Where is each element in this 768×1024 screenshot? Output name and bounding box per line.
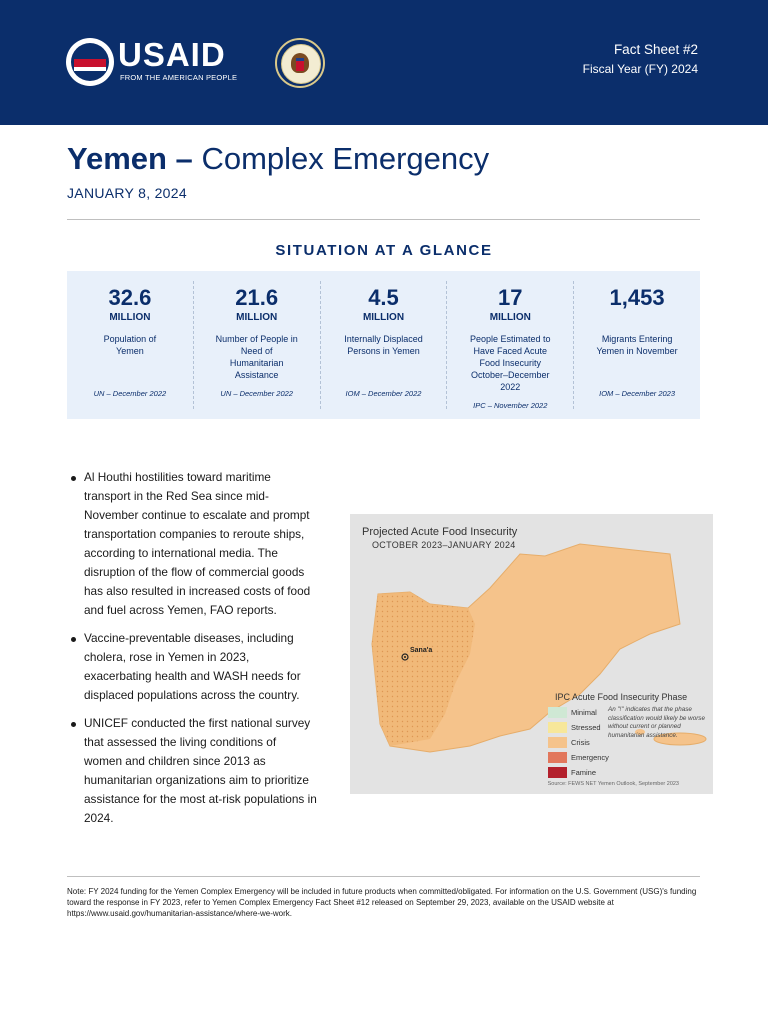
legend-title: IPC Acute Food Insecurity Phase xyxy=(555,692,688,702)
glance-panel xyxy=(67,271,700,419)
stat-description: Population of Yemen xyxy=(103,334,157,356)
page-title xyxy=(67,140,489,177)
usaid-logo-tagline: FROM THE AMERICAN PEOPLE xyxy=(120,73,238,82)
legend-item: Emergency xyxy=(548,752,616,763)
stat-source: UN – December 2022 xyxy=(220,389,293,398)
stat-description: Number of People in Need of Humanitarian Assistance xyxy=(215,334,298,380)
legend-item: Stressed xyxy=(548,722,616,733)
stat-value: 1,453 xyxy=(609,285,665,310)
map-subtitle: OCTOBER 2023–JANUARY 2024 xyxy=(372,540,516,550)
stat-source: IOM – December 2023 xyxy=(599,389,676,398)
usaid-logo-text: USAID xyxy=(118,36,226,73)
usaid-seal-icon xyxy=(66,38,114,86)
glance-heading: SITUATION AT A GLANCE xyxy=(275,242,493,259)
stat-source: IOM – December 2022 xyxy=(345,389,422,398)
funding-note: Note: FY 2024 funding for the Yemen Complex Emergency will be included in future products when committed/obligated. For information on the U.S. Government (USG)'s funding toward the response in FY 2023, refer to Yemen Complex Emergency Fact Sheet #12 released on September 29, 2023, available on the USAID website at https://www.usaid.gov/humanitarian-assistance/where-we-work. xyxy=(67,887,697,918)
publish-date: JANUARY 8, 2024 xyxy=(67,185,187,201)
stat-unit: MILLION xyxy=(362,312,405,323)
stat-food-insecurity xyxy=(446,281,573,409)
list-item: Al Houthi hostilities toward maritime transport in the Red Sea since mid-November continue to escalate and prompt transportation companies to reroute ships, according to international media. The disruption of the flow of commercial goods has also resulted in increased costs of food and fuel across Yemen, FAO reports. xyxy=(67,468,317,620)
legend-item: Minimal xyxy=(548,707,616,718)
title-country: Yemen – xyxy=(67,141,193,176)
stat-unit: MILLION xyxy=(236,312,278,323)
list-item: Vaccine-preventable diseases, including cholera, rose in Yemen in 2023, exacerbating health and WASH needs for displaced populations across the country. xyxy=(67,629,317,705)
stat-value: 17 xyxy=(498,285,523,310)
stat-value: 32.6 xyxy=(108,285,152,310)
stat-people-in-need xyxy=(193,281,320,409)
header-band xyxy=(0,0,768,125)
legend-item: Crisis xyxy=(548,737,616,748)
fiscal-year: Fiscal Year (FY) 2024 xyxy=(582,62,698,76)
map-title: Projected Acute Food Insecurity xyxy=(362,526,518,538)
state-department-seal-icon xyxy=(275,38,325,88)
legend-note: An "!" indicates that the phase classification would likely be worse without current or planned humanitarian assistance. xyxy=(608,706,705,739)
stat-population xyxy=(67,271,193,419)
map-source: Source: FEWS NET Yemen Outlook, September 2023 xyxy=(547,781,679,787)
stat-description: Internally Displaced Persons in Yemen xyxy=(344,334,423,356)
legend-item: Famine xyxy=(548,767,616,778)
stat-unit: MILLION xyxy=(489,312,531,323)
yemen-map-icon xyxy=(350,514,713,794)
title-subtitle: Complex Emergency xyxy=(201,141,490,176)
key-points-list xyxy=(67,468,317,837)
stat-idps xyxy=(320,281,447,409)
divider xyxy=(67,219,700,220)
food-insecurity-map xyxy=(350,514,713,794)
stat-description: Migrants Entering Yemen in November xyxy=(596,334,678,356)
stat-migrants xyxy=(573,281,700,409)
stat-source: UN – December 2022 xyxy=(93,389,167,398)
stat-value: 21.6 xyxy=(235,285,279,310)
list-item: UNICEF conducted the first national survey that assessed the living conditions of women and children since 2013 as humanitarian organizations aim to prioritize assistance for the most at-risk populations in 2024. xyxy=(67,714,317,828)
divider xyxy=(67,876,700,877)
stat-source: IPC – November 2022 xyxy=(473,401,548,410)
map-city-label: Sana'a xyxy=(410,647,433,654)
fact-sheet-number: Fact Sheet #2 xyxy=(613,42,698,57)
stat-description: People Estimated to Have Faced Acute Food Insecurity October–December 2022 xyxy=(470,334,551,392)
stat-unit: MILLION xyxy=(109,312,151,323)
stat-value: 4.5 xyxy=(368,285,399,310)
